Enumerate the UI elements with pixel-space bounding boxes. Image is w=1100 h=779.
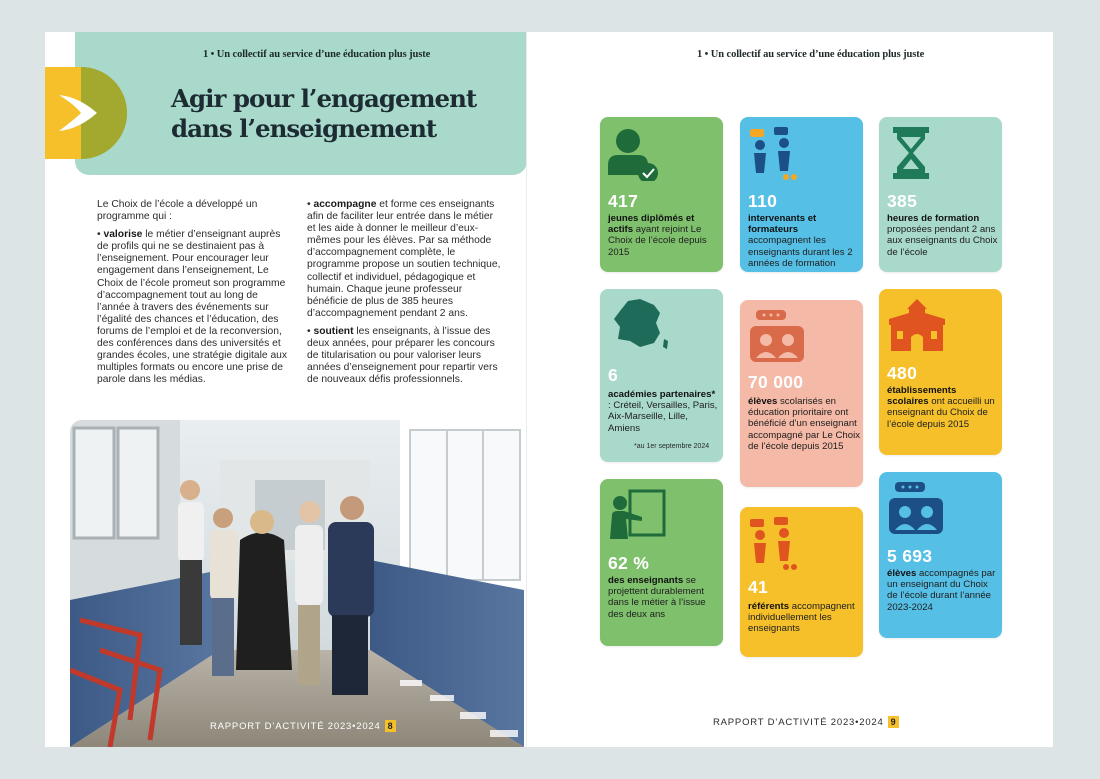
person-check-icon xyxy=(608,125,658,181)
point-soutient: • soutient les enseignants, à l’issue des deux années, pour préparer les concours de titularisation ou pour valoriser leurs années d’enseignement pour repartir vers de nouveaux défis professionnels. xyxy=(307,325,498,386)
stat-number: 6 xyxy=(608,365,619,385)
stat-number: 417 xyxy=(608,191,639,211)
stat-card-enseignants xyxy=(600,479,723,646)
stat-card-etablissements xyxy=(879,289,1002,455)
stat-number: 70 000 xyxy=(748,372,804,392)
stat-text: des enseignants se projettent durablement dans le métier à l’issue des deux ans xyxy=(608,575,706,620)
school-building-icon xyxy=(887,297,947,353)
section-label-right: 1 • Un collectif au service d’une éducation plus juste xyxy=(697,49,925,60)
stat-text: référents accompagnent individuellement les enseignants xyxy=(748,601,855,635)
stat-number: 5 693 xyxy=(887,546,933,566)
teacher-board-icon xyxy=(608,487,668,543)
footnote: *au 1er septembre 2024 xyxy=(634,443,710,450)
stat-text: élèves scolarisés en éducation prioritaire ont bénéficié d’un enseignant accompagné par Le Choix de l’école depuis 2015 xyxy=(748,396,860,452)
referents-icon xyxy=(748,515,798,571)
footer-right: RAPPORT D’ACTIVITÉ 2023•2024 9 xyxy=(713,716,899,728)
france-map-icon xyxy=(608,297,672,353)
section-label: 1 • Un collectif au service d’une éducation plus juste xyxy=(203,49,431,60)
title-header-box xyxy=(75,32,527,175)
stat-card-jeunes xyxy=(600,117,723,272)
video-call-icon xyxy=(748,308,808,364)
chevron-badge-icon xyxy=(45,67,127,159)
page-title xyxy=(171,84,527,144)
stat-card-academies xyxy=(600,289,723,462)
stat-number: 62 % xyxy=(608,553,650,573)
stat-card-intervenants xyxy=(740,117,863,272)
stat-number: 41 xyxy=(748,577,769,597)
hourglass-icon xyxy=(887,125,937,181)
page-number-right: 9 xyxy=(888,716,899,728)
title-line-2: dans l’enseignement xyxy=(171,114,437,143)
stat-text: jeunes diplômés et actifs ayant rejoint Le Choix de l’école depuis 2015 xyxy=(608,213,707,258)
footer-left: RAPPORT D’ACTIVITÉ 2023•2024 8 xyxy=(210,720,396,732)
point-accompagne: • accompagne et forme ces enseignants afin de faciliter leur entrée dans le métier et les aide à donner le meilleur d’eux-mêmes pour les élèves. Par sa méthode d’accompagnement complète, le programme propose un soutien technique, collectif et individuel, pédagogique et humain. Chaque jeune professeur bénéficie de plus de 385 heures d’accompagnement pendant 2 ans. xyxy=(307,199,501,319)
stat-card-referents xyxy=(740,507,863,657)
stat-number: 385 xyxy=(887,191,918,211)
title-line-1: Agir pour l’engagement xyxy=(171,84,477,113)
right-page xyxy=(527,32,1053,747)
text-column-1 xyxy=(97,199,293,392)
stat-card-eleves-annee xyxy=(879,472,1002,638)
stat-number: 480 xyxy=(887,363,918,383)
stat-text: académies partenaires* : Créteil, Versailles, Paris, Aix-Marseille, Lille, Amiens xyxy=(608,389,718,434)
text-column-2 xyxy=(307,199,502,392)
stat-text: établissements scolaires ont accueilli un enseignant du Choix de l’école depuis 2015 xyxy=(887,385,995,430)
stat-number: 110 xyxy=(748,191,778,211)
left-page xyxy=(45,32,527,747)
stat-text: intervenants et formateurs accompagnent les enseignants durant les 2 années de formation xyxy=(748,213,853,269)
stat-text: élèves accompagnés par un enseignant du Choix de l’école durant l’année 2023-2024 xyxy=(887,568,996,613)
trainers-icon xyxy=(748,125,798,181)
intro-paragraph: Le Choix de l’école a développé un programme qui : xyxy=(97,199,258,223)
stat-card-eleves-prioritaire xyxy=(740,300,863,487)
page-number-left: 8 xyxy=(385,720,396,732)
stat-text: heures de formation proposées pendant 2 ans aux enseignants du Choix de l’école xyxy=(887,213,998,258)
point-valorise: • valorise le métier d’enseignant auprès de profils qui ne se destinaient pas à l’enseignement. Pour encourager leur engagement dans l’enseignement, Le Choix de l’école promeut son programme d’accompagnement tout au long de l’année à travers des événements sur l’égalité des chances et l’éducation, des forums de l’emploi et de la reconversion, des conférences dans des universités et grandes écoles, une stratégie digitale aux multiples formats ou encore une prise de parole dans les médias. xyxy=(97,229,288,386)
stat-card-heures xyxy=(879,117,1002,272)
school-corridor-photo xyxy=(70,420,524,747)
video-call-icon xyxy=(887,480,947,536)
